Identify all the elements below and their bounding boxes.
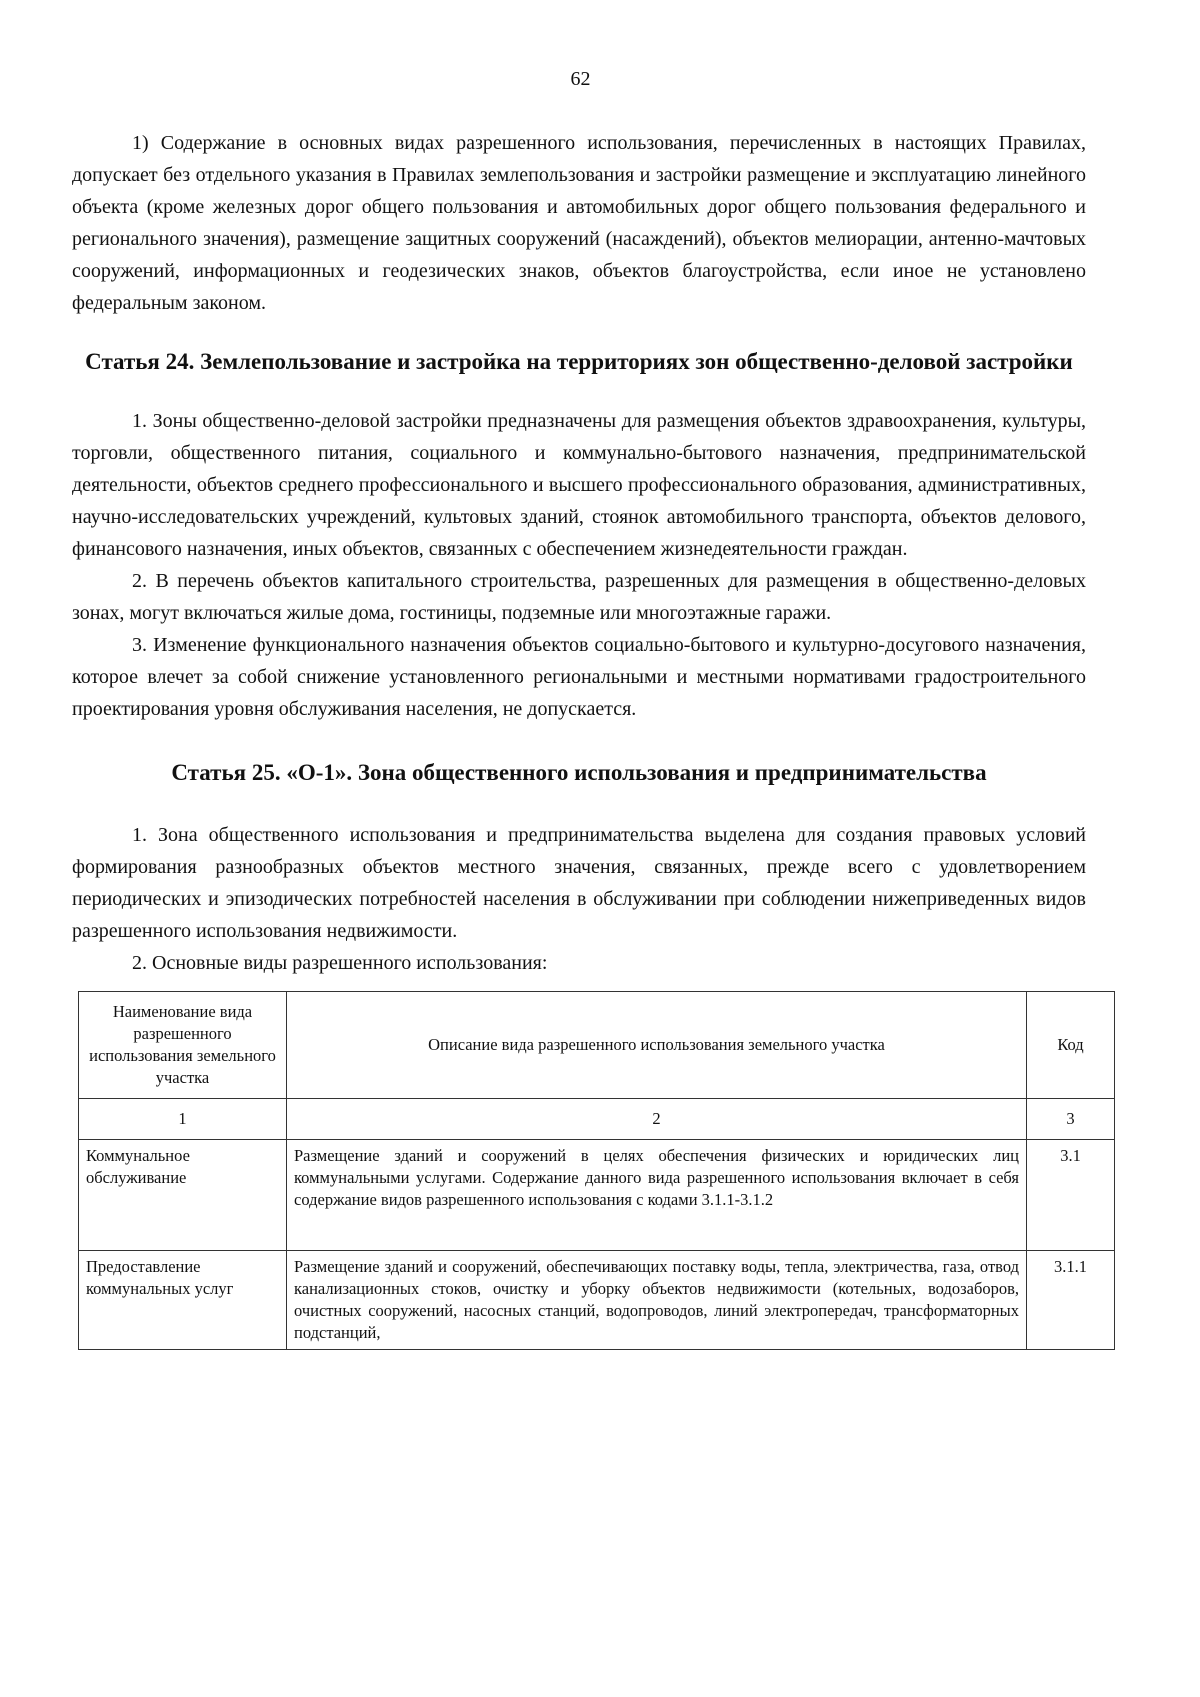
article-24-paragraph-2: 2. В перечень объектов капитального строительства, разрешенных для размещения в общественно-деловых зонах, могут включаться жилые дома, гостиницы, подземные или многоэтажные гаражи. bbox=[72, 570, 1086, 624]
intro-paragraph: 1) Содержание в основных видах разрешенного использования, перечисленных в настоящих Правилах, допускает без отдельного указания в Правилах землепользования и застройки размещение и эксплуатацию линейного объекта (кроме железных дорог общего пользования и автомобильных дорог общего пользования федерального и регионального значения), размещение защитных сооружений (насаждений), объектов мелиорации, антенно-мачтовых сооружений, информационных и геодезических знаков, объектов благоустройства, если иное не установлено федеральным законом. bbox=[72, 132, 1086, 314]
article-25-paragraph-1: 1. Зона общественного использования и предпринимательства выделена для создания правовых условий формирования разнообразных объектов местного значения, связанных, прежде всего с удовлетворением периодических и эпизодических потребностей населения в обслуживании при соблюдении нижеприведенных видов разрешенного использования недвижимости. bbox=[72, 824, 1086, 942]
header-use-description: Описание вида разрешенного использования земельного участка bbox=[287, 992, 1027, 1099]
article-25-paragraph-2: 2. Основные виды разрешенного использования: bbox=[132, 952, 548, 974]
permitted-use-table bbox=[78, 991, 1115, 1350]
article-24-heading: Статья 24. Землепользование и застройка на территориях зон общественно-деловой застройки bbox=[85, 349, 1073, 374]
column-number-1: 1 bbox=[79, 1099, 287, 1140]
table-header-row bbox=[79, 992, 1115, 1099]
article-25-heading: Статья 25. «О-1». Зона общественного использования и предпринимательства bbox=[171, 760, 987, 785]
table-column-numbers-row bbox=[79, 1099, 1115, 1140]
document-body bbox=[72, 127, 1086, 1350]
table-row bbox=[79, 1251, 1115, 1350]
use-description-cell: Размещение зданий и сооружений, обеспечивающих поставку воды, тепла, электричества, газа, отвод канализационных стоков, очистку и уборку объектов недвижимости (котельных, водозаборов, очистных сооружений, насосных станций, водопроводов, линий электропередач, трансформаторных подстанций, bbox=[287, 1251, 1027, 1350]
column-number-2: 2 bbox=[287, 1099, 1027, 1140]
use-name-cell: Коммунальное обслуживание bbox=[79, 1140, 287, 1251]
table-row bbox=[79, 1140, 1115, 1251]
header-use-name: Наименование вида разрешенного использования земельного участка bbox=[79, 992, 287, 1099]
use-name-cell: Предоставление коммунальных услуг bbox=[79, 1251, 287, 1350]
page-number: 62 bbox=[570, 68, 591, 90]
use-code-cell: 3.1 bbox=[1027, 1140, 1115, 1251]
use-code-cell: 3.1.1 bbox=[1027, 1251, 1115, 1350]
column-number-3: 3 bbox=[1027, 1099, 1115, 1140]
header-code: Код bbox=[1027, 992, 1115, 1099]
article-24-paragraph-1: 1. Зоны общественно-деловой застройки предназначены для размещения объектов здравоохранения, культуры, торговли, общественного питания, социального и коммунально-бытового назначения, предпринимательской деятельности, объектов среднего профессионального и высшего профессионального образования, административных, научно-исследовательских учреждений, культовых зданий, стоянок автомобильного транспорта, объектов делового, финансового назначения, иных объектов, связанных с обеспечением жизнедеятельности граждан. bbox=[72, 410, 1086, 560]
article-24-paragraph-3: 3. Изменение функционального назначения объектов социально-бытового и культурно-досугового назначения, которое влечет за собой снижение установленного региональными и местными нормативами градостроительного проектирования уровня обслуживания населения, не допускается. bbox=[72, 634, 1086, 720]
use-description-cell: Размещение зданий и сооружений в целях обеспечения физических и юридических лиц коммунальными услугами. Содержание данного вида разрешенного использования включает в себя содержание видов разрешенного использования с кодами 3.1.1-3.1.2 bbox=[287, 1140, 1027, 1251]
